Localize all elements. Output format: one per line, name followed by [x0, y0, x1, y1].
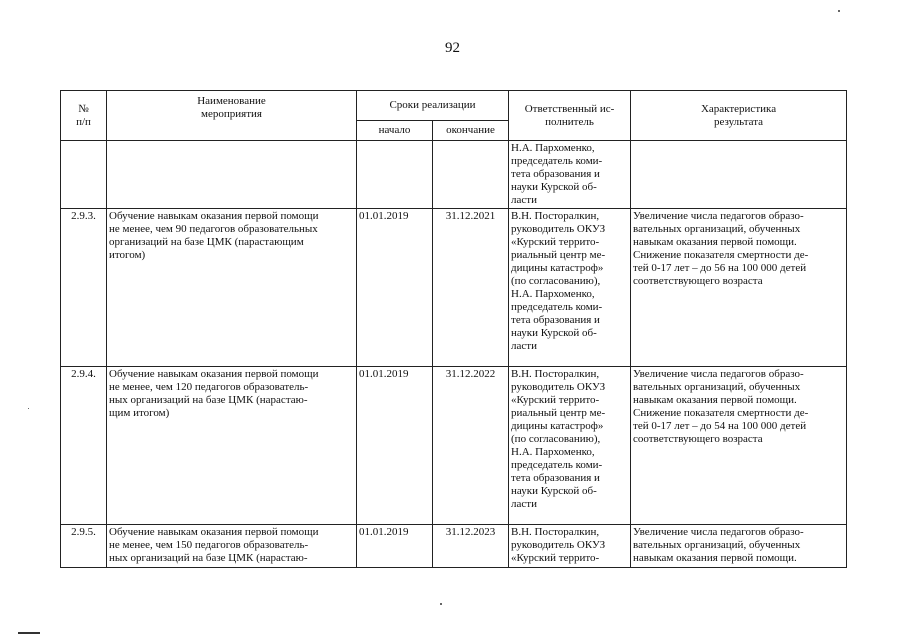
- cell-line: «Курский террито-: [511, 236, 600, 248]
- header-row: [61, 91, 847, 121]
- cell-line: ласти: [511, 340, 537, 352]
- cell-start: 01.01.2019: [357, 525, 433, 568]
- measures-table: [60, 90, 847, 568]
- cell-responsible: [509, 525, 631, 568]
- cell-line: навыкам оказания первой помощи.: [633, 236, 797, 248]
- cell-line: навыкам оказания первой помощи.: [633, 552, 797, 564]
- cell-line: председатель коми-: [511, 301, 603, 313]
- cell-result: [631, 209, 847, 367]
- cell-responsible: [509, 367, 631, 525]
- cell-line: навыкам оказания первой помощи.: [633, 394, 797, 406]
- cell-num: 2.9.3.: [61, 209, 107, 367]
- cell-start: [357, 141, 433, 209]
- scan-speck: [440, 603, 442, 605]
- cell-line: тей 0-17 лет – до 56 на 100 000 детей: [633, 262, 807, 274]
- cell-line: ных организаций на базе ЦМК (нарастаю-: [109, 552, 308, 564]
- cell-line: Увеличение числа педагогов образо-: [633, 368, 804, 380]
- cell-line: В.Н. Посторалкин,: [511, 526, 600, 538]
- header-name: Наименование мероприятия: [107, 91, 357, 141]
- cell-line: Н.А. Пархоменко,: [511, 446, 595, 458]
- cell-line: соответствующего возраста: [633, 275, 763, 287]
- cell-line: итогом): [109, 249, 146, 261]
- cell-line: Снижение показателя смертности де-: [633, 249, 809, 261]
- cell-line: Обучение навыкам оказания первой помощи: [109, 210, 319, 222]
- cell-end: 31.12.2022: [433, 367, 509, 525]
- cell-line: дицины катастроф»: [511, 262, 604, 274]
- cell-line: руководитель ОКУЗ: [511, 539, 606, 551]
- cell-line: Н.А. Пархоменко,: [511, 142, 595, 154]
- cell-line: соответствующего возраста: [633, 433, 763, 445]
- cell-line: Снижение показателя смертности де-: [633, 407, 809, 419]
- cell-line: тета образования и: [511, 314, 600, 326]
- cell-line: науки Курской об-: [511, 485, 597, 497]
- cell-line: тета образования и: [511, 168, 600, 180]
- cell-line: «Курский террито-: [511, 394, 600, 406]
- header-result: Характеристика результата: [631, 91, 847, 141]
- cell-end: 31.12.2023: [433, 525, 509, 568]
- cell-result: [631, 367, 847, 525]
- cell-result: [631, 525, 847, 568]
- cell-line: Н.А. Пархоменко,: [511, 288, 595, 300]
- cell-num: 2.9.4.: [61, 367, 107, 525]
- table-row: [61, 525, 847, 568]
- header-responsible: Ответственный ис- полнитель: [509, 91, 631, 141]
- cell-line: науки Курской об-: [511, 327, 597, 339]
- table-row: [61, 209, 847, 367]
- cell-name: [107, 209, 357, 367]
- cell-line: В.Н. Посторалкин,: [511, 210, 600, 222]
- cell-line: В.Н. Посторалкин,: [511, 368, 600, 380]
- cell-start: 01.01.2019: [357, 209, 433, 367]
- cell-line: Обучение навыкам оказания первой помощи: [109, 526, 319, 538]
- header-start: начало: [357, 121, 433, 141]
- cell-num: 2.9.5.: [61, 525, 107, 568]
- cell-line: председатель коми-: [511, 459, 603, 471]
- scan-speck: [28, 408, 29, 409]
- cell-end: 31.12.2021: [433, 209, 509, 367]
- cell-num: [61, 141, 107, 209]
- cell-line: не менее, чем 120 педагогов образователь-: [109, 381, 309, 393]
- cell-line: риальный центр ме-: [511, 249, 606, 261]
- table-row: [61, 367, 847, 525]
- cell-line: вательных организаций, обученных: [633, 381, 801, 393]
- cell-line: риальный центр ме-: [511, 407, 606, 419]
- cell-line: руководитель ОКУЗ: [511, 381, 606, 393]
- header-terms: Сроки реализации: [357, 91, 509, 121]
- cell-name: [107, 367, 357, 525]
- cell-line: дицины катастроф»: [511, 420, 604, 432]
- cell-line: «Курский террито-: [511, 552, 600, 564]
- cell-line: тета образования и: [511, 472, 600, 484]
- cell-end: [433, 141, 509, 209]
- cell-line: (по согласованию),: [511, 433, 601, 445]
- cell-line: щим итогом): [109, 407, 170, 419]
- cell-line: Увеличение числа педагогов образо-: [633, 526, 804, 538]
- cell-line: Обучение навыкам оказания первой помощи: [109, 368, 319, 380]
- cell-line: ных организаций на базе ЦМК (нарастаю-: [109, 394, 308, 406]
- cell-line: вательных организаций, обученных: [633, 539, 801, 551]
- page-number: 92: [445, 40, 460, 56]
- header-end: окончание: [433, 121, 509, 141]
- scan-mark: [18, 632, 40, 634]
- cell-line: руководитель ОКУЗ: [511, 223, 606, 235]
- cell-responsible: [509, 141, 631, 209]
- cell-line: не менее, чем 150 педагогов образователь-: [109, 539, 309, 551]
- cell-line: вательных организаций, обученных: [633, 223, 801, 235]
- cell-result: [631, 141, 847, 209]
- cell-line: председатель коми-: [511, 155, 603, 167]
- cell-line: Увеличение числа педагогов образо-: [633, 210, 804, 222]
- cell-line: ласти: [511, 498, 537, 510]
- cell-start: 01.01.2019: [357, 367, 433, 525]
- table-row: [61, 141, 847, 209]
- cell-line: (по согласованию),: [511, 275, 601, 287]
- header-num: № п/п: [61, 91, 107, 141]
- cell-line: науки Курской об-: [511, 181, 597, 193]
- cell-line: организаций на базе ЦМК (парастающим: [109, 236, 304, 248]
- cell-line: ласти: [511, 194, 537, 206]
- cell-name: [107, 141, 357, 209]
- scan-speck: [838, 10, 840, 12]
- cell-line: тей 0-17 лет – до 54 на 100 000 детей: [633, 420, 807, 432]
- cell-line: не менее, чем 90 педагогов образовательных: [109, 223, 318, 235]
- cell-name: [107, 525, 357, 568]
- cell-responsible: [509, 209, 631, 367]
